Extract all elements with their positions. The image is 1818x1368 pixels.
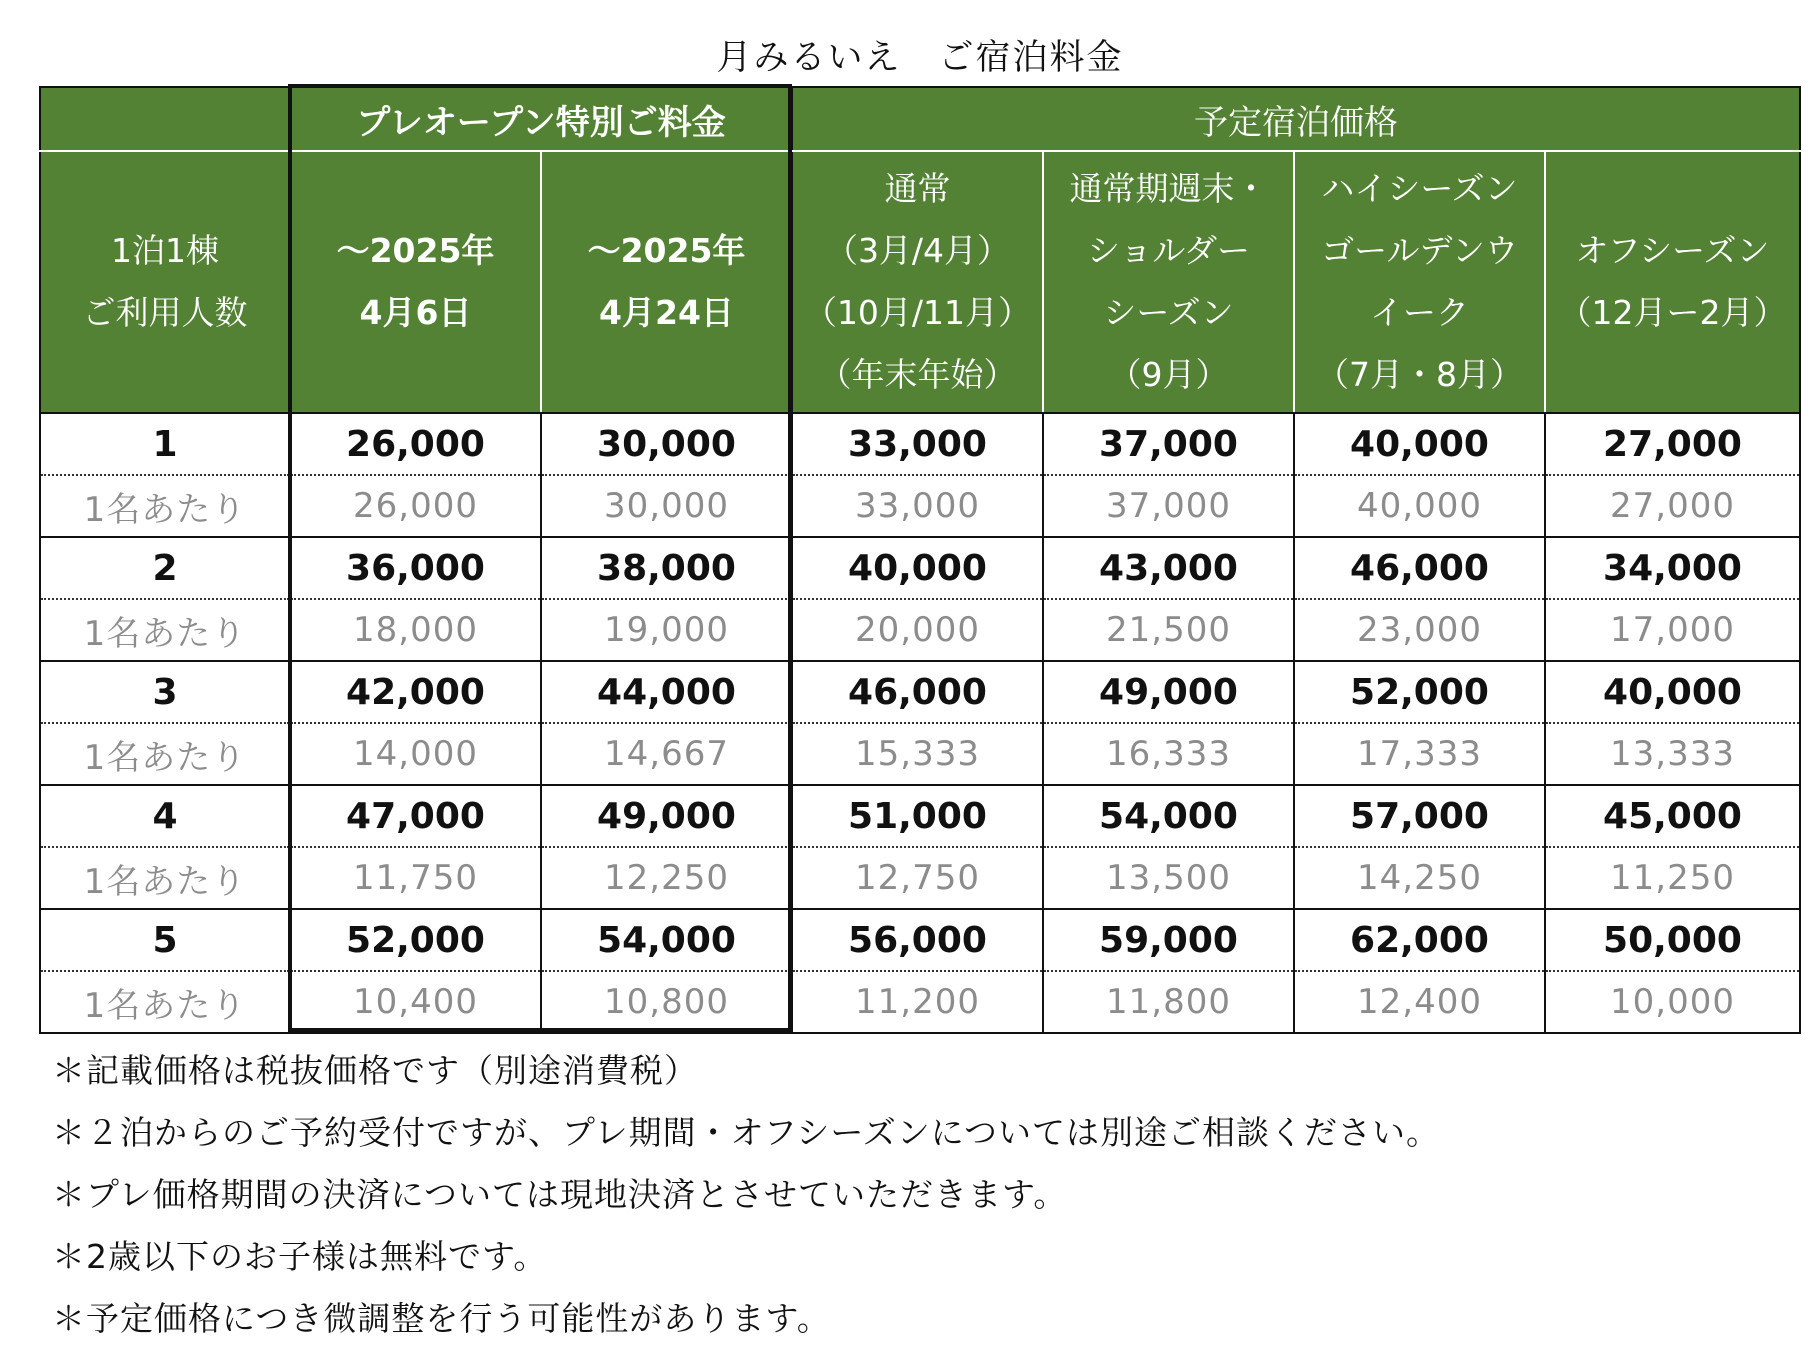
total-price-cell: 46,000	[792, 661, 1043, 723]
header-line: オフシーズン	[1575, 231, 1770, 270]
people-count: 5	[40, 909, 290, 971]
table-row-total	[40, 785, 1800, 847]
per-person-label: 1名あたり	[40, 847, 290, 909]
table-row-total	[40, 537, 1800, 599]
header-line: 通常期週末・	[1069, 169, 1268, 208]
total-price-cell: 54,000	[541, 909, 792, 971]
per-person-price-cell: 10,000	[1545, 971, 1800, 1033]
per-person-price-cell: 10,800	[541, 971, 792, 1033]
header-line: ショルダー	[1086, 231, 1251, 270]
people-count: 2	[40, 537, 290, 599]
total-price-cell: 50,000	[1545, 909, 1800, 971]
total-price-cell: 37,000	[1043, 413, 1294, 475]
total-price-cell: 26,000	[290, 413, 541, 475]
header-line: ゴールデンウ	[1321, 231, 1518, 270]
per-person-price-cell: 37,000	[1043, 475, 1294, 537]
people-count: 3	[40, 661, 290, 723]
notes	[52, 1040, 1752, 1350]
total-price-cell: 59,000	[1043, 909, 1294, 971]
total-price-cell: 38,000	[541, 537, 792, 599]
total-price-cell: 46,000	[1294, 537, 1545, 599]
header-col-weekend	[1043, 151, 1294, 413]
people-count: 1	[40, 413, 290, 475]
per-person-price-cell: 11,750	[290, 847, 541, 909]
header-line: （年末年始）	[818, 355, 1017, 394]
per-person-price-cell: 40,000	[1294, 475, 1545, 537]
note-item: ＊記載価格は税抜価格です（別途消費税）	[52, 1051, 698, 1090]
header-col-pre2	[541, 151, 792, 413]
per-person-label: 1名あたり	[40, 723, 290, 785]
total-price-cell: 40,000	[1294, 413, 1545, 475]
total-price-cell: 51,000	[792, 785, 1043, 847]
per-person-price-cell: 26,000	[290, 475, 541, 537]
per-person-price-cell: 33,000	[792, 475, 1043, 537]
header-corner	[40, 87, 290, 151]
total-price-cell: 52,000	[1294, 661, 1545, 723]
total-price-cell: 33,000	[792, 413, 1043, 475]
table-row-per-person	[40, 723, 1800, 785]
per-person-price-cell: 14,000	[290, 723, 541, 785]
header-row-label-line: ご利用人数	[82, 293, 248, 332]
per-person-price-cell: 17,333	[1294, 723, 1545, 785]
total-price-cell: 62,000	[1294, 909, 1545, 971]
header-line: 通常	[884, 169, 951, 208]
header-line: イーク	[1370, 293, 1469, 332]
header-line: （9月）	[1108, 355, 1229, 394]
header-line: （12月ー2月）	[1558, 293, 1787, 332]
header-line: ～2025年	[587, 231, 746, 270]
per-person-label: 1名あたり	[40, 599, 290, 661]
total-price-cell: 27,000	[1545, 413, 1800, 475]
total-price-cell: 34,000	[1545, 537, 1800, 599]
per-person-price-cell: 10,400	[290, 971, 541, 1033]
per-person-price-cell: 14,250	[1294, 847, 1545, 909]
total-price-cell: 47,000	[290, 785, 541, 847]
per-person-label: 1名あたり	[40, 971, 290, 1033]
table-row-per-person	[40, 971, 1800, 1033]
table-row-total	[40, 413, 1800, 475]
header-col-high	[1294, 151, 1545, 413]
per-person-price-cell: 19,000	[541, 599, 792, 661]
per-person-price-cell: 12,400	[1294, 971, 1545, 1033]
header-line: （7月・8月）	[1316, 355, 1523, 394]
per-person-price-cell: 12,750	[792, 847, 1043, 909]
header-group-planned: 予定宿泊価格	[792, 87, 1800, 151]
per-person-price-cell: 18,000	[290, 599, 541, 661]
people-count: 4	[40, 785, 290, 847]
per-person-price-cell: 21,500	[1043, 599, 1294, 661]
total-price-cell: 30,000	[541, 413, 792, 475]
per-person-price-cell: 30,000	[541, 475, 792, 537]
total-price-cell: 57,000	[1294, 785, 1545, 847]
header-line: 4月6日	[359, 293, 472, 332]
total-price-cell: 49,000	[1043, 661, 1294, 723]
total-price-cell: 42,000	[290, 661, 541, 723]
note-item: ＊２泊からのご予約受付ですが、プレ期間・オフシーズンについては別途ご相談ください。	[52, 1113, 1441, 1152]
total-price-cell: 56,000	[792, 909, 1043, 971]
total-price-cell: 49,000	[541, 785, 792, 847]
table-row-per-person	[40, 599, 1800, 661]
per-person-price-cell: 15,333	[792, 723, 1043, 785]
header-line: ～2025年	[336, 231, 495, 270]
per-person-price-cell: 11,250	[1545, 847, 1800, 909]
per-person-price-cell: 23,000	[1294, 599, 1545, 661]
total-price-cell: 43,000	[1043, 537, 1294, 599]
table-row-per-person	[40, 847, 1800, 909]
header-line: 4月24日	[599, 293, 734, 332]
header-line: シーズン	[1103, 293, 1234, 332]
header-group-pre: プレオープン特別ご料金	[290, 87, 792, 151]
per-person-label: 1名あたり	[40, 475, 290, 537]
per-person-price-cell: 11,800	[1043, 971, 1294, 1033]
per-person-price-cell: 13,500	[1043, 847, 1294, 909]
per-person-price-cell: 14,667	[541, 723, 792, 785]
header-col-regular	[792, 151, 1043, 413]
note-item: ＊プレ価格期間の決済については現地決済とさせていただきます。	[52, 1175, 1068, 1214]
table-row-per-person	[40, 475, 1800, 537]
total-price-cell: 54,000	[1043, 785, 1294, 847]
header-line: ハイシーズン	[1321, 169, 1518, 208]
header-col-pre1	[290, 151, 541, 413]
note-item: ＊2歳以下のお子様は無料です。	[52, 1237, 548, 1276]
per-person-price-cell: 13,333	[1545, 723, 1800, 785]
per-person-price-cell: 27,000	[1545, 475, 1800, 537]
per-person-price-cell: 20,000	[792, 599, 1043, 661]
total-price-cell: 45,000	[1545, 785, 1800, 847]
note-item: ＊予定価格につき微調整を行う可能性があります。	[52, 1299, 831, 1338]
per-person-price-cell: 12,250	[541, 847, 792, 909]
header-row-label-line: 1泊1棟	[111, 231, 219, 270]
header-col-off	[1545, 151, 1800, 413]
total-price-cell: 44,000	[541, 661, 792, 723]
total-price-cell: 52,000	[290, 909, 541, 971]
table-row-total	[40, 909, 1800, 971]
header-line: （10月/11月）	[803, 293, 1032, 332]
total-price-cell: 40,000	[1545, 661, 1800, 723]
per-person-price-cell: 16,333	[1043, 723, 1294, 785]
total-price-cell: 40,000	[792, 537, 1043, 599]
per-person-price-cell: 17,000	[1545, 599, 1800, 661]
header-line: （3月/4月）	[824, 231, 1011, 270]
per-person-price-cell: 11,200	[792, 971, 1043, 1033]
page-title: 月みるいえ ご宿泊料金	[716, 38, 1124, 78]
table-row-total	[40, 661, 1800, 723]
rate-table	[39, 86, 1801, 1034]
header-row-label	[40, 151, 290, 413]
total-price-cell: 36,000	[290, 537, 541, 599]
